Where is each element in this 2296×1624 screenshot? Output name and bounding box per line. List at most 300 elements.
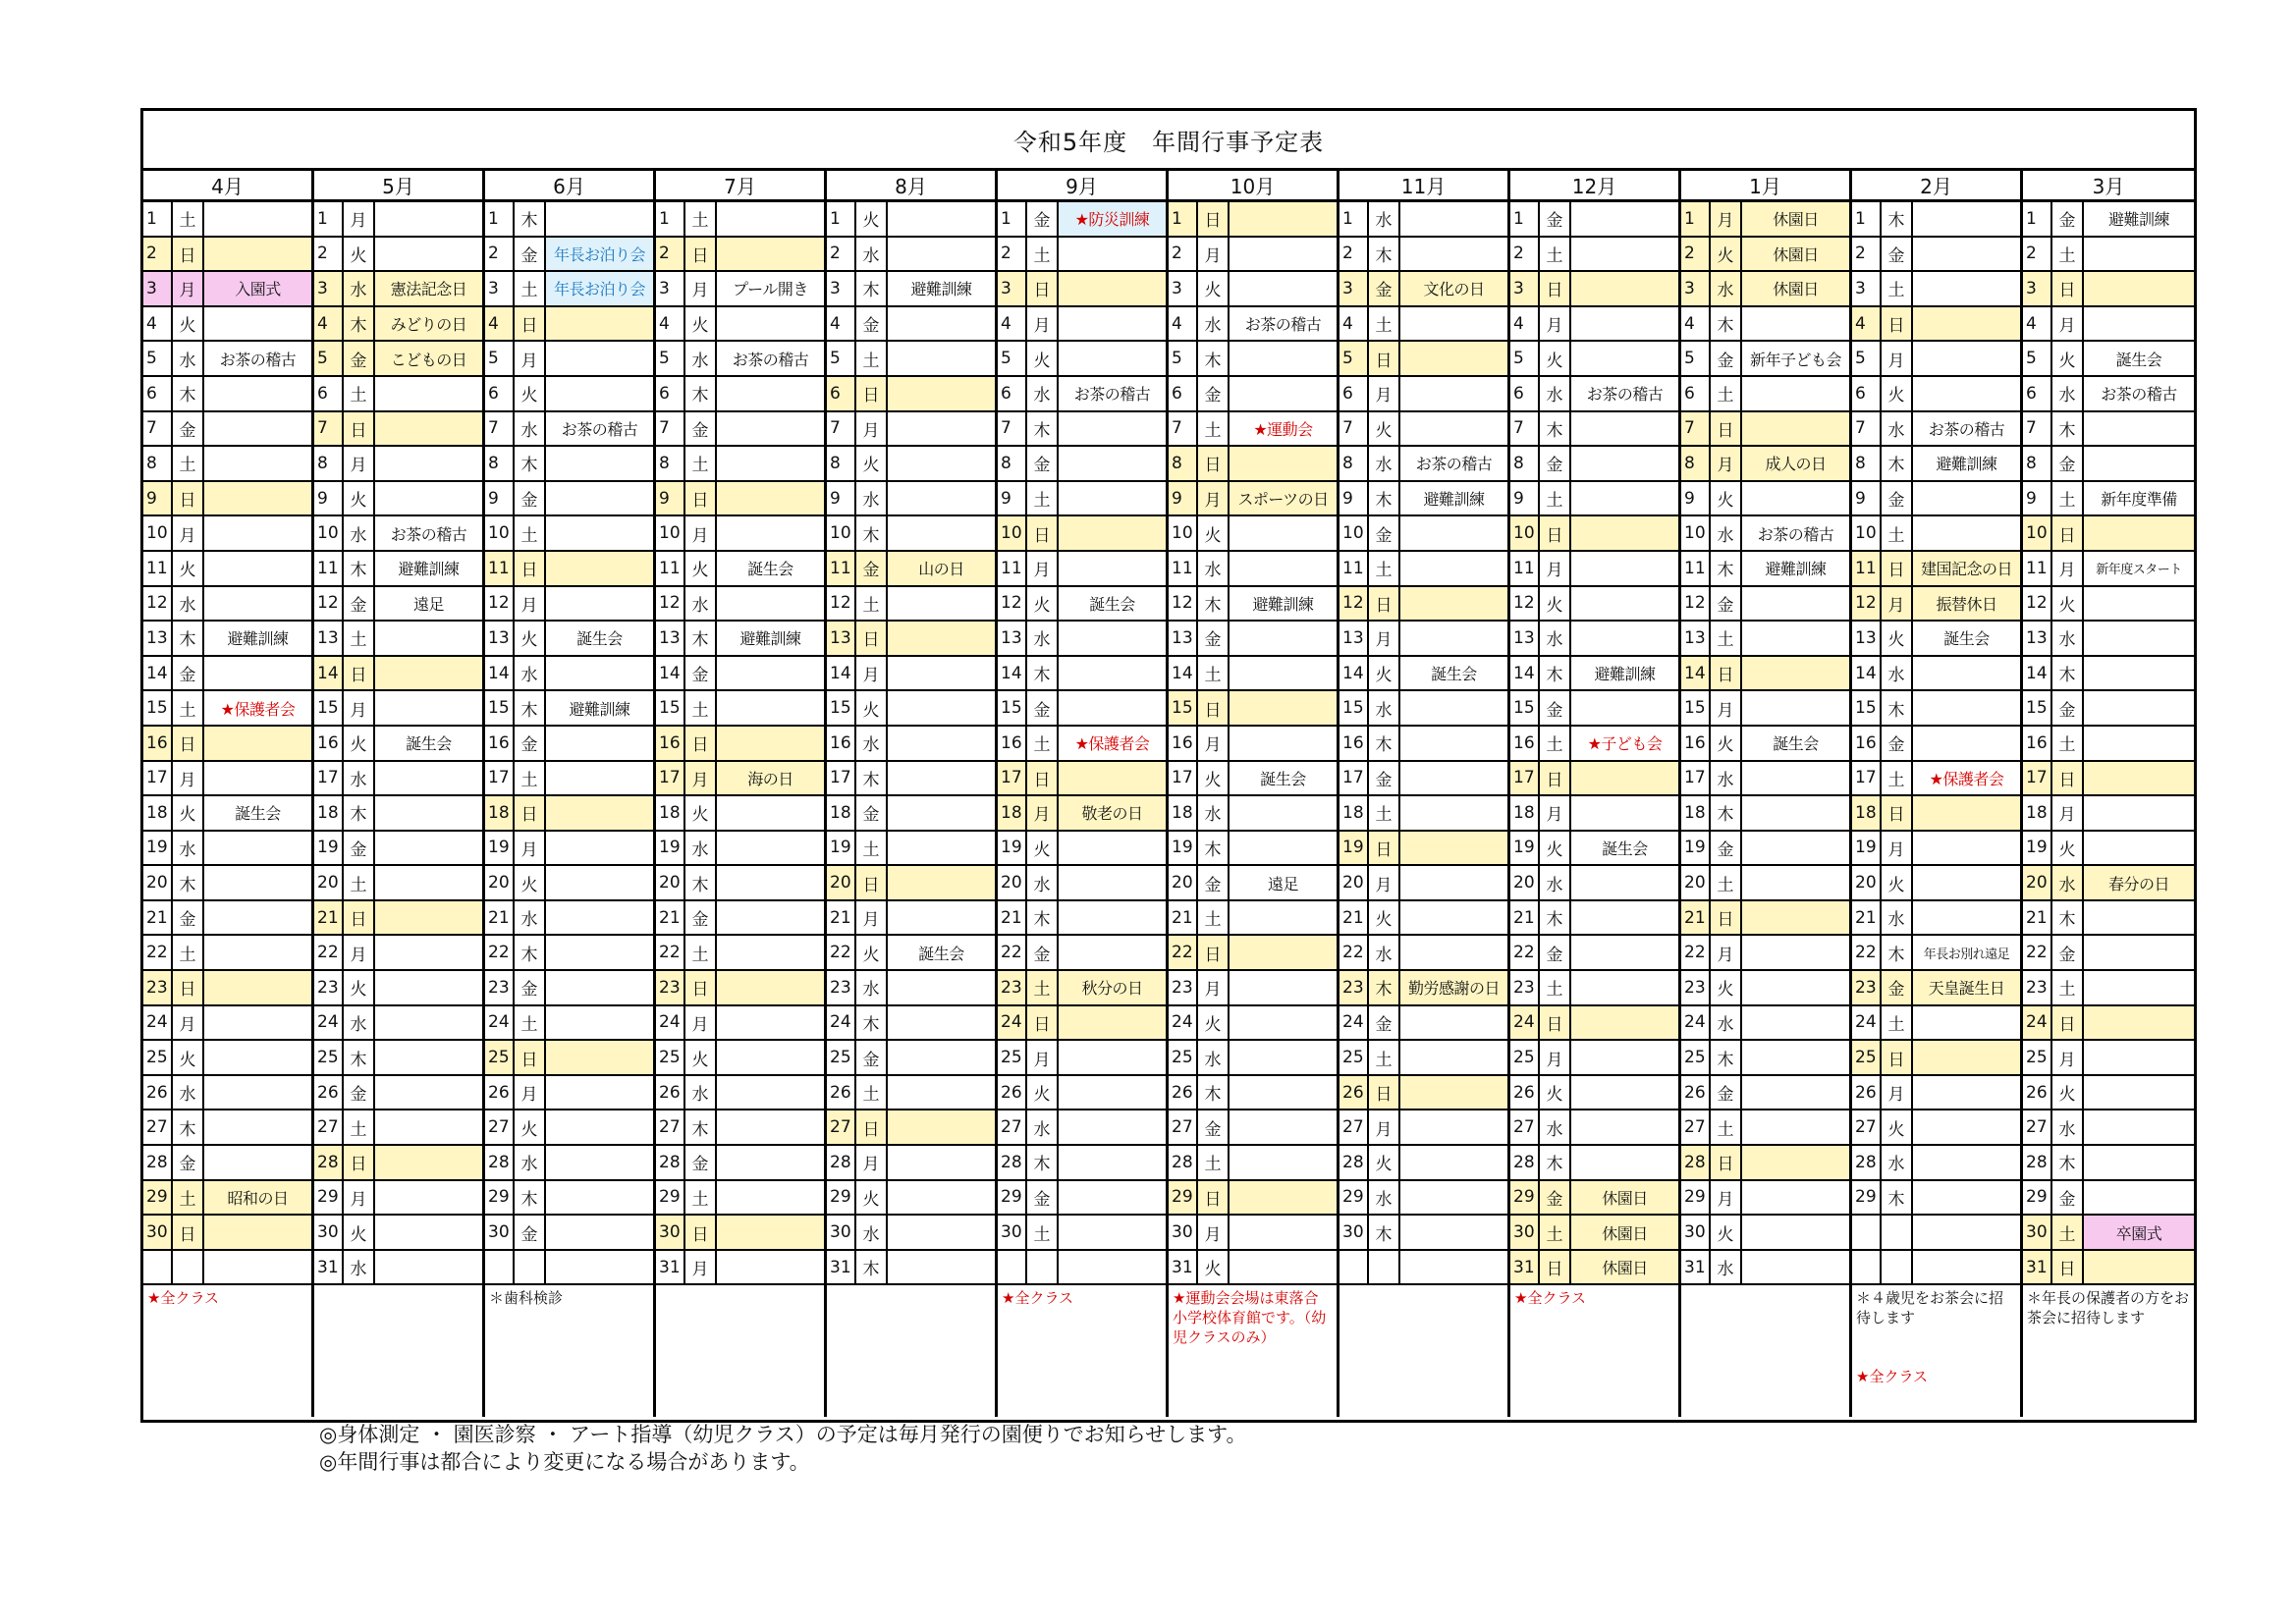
day-row <box>143 1076 311 1111</box>
day-number: 1 <box>656 202 685 236</box>
weekday: 日 <box>515 307 546 341</box>
weekday: 水 <box>515 412 546 446</box>
weekday: 日 <box>1369 587 1400 621</box>
day-number: 30 <box>1339 1216 1369 1249</box>
weekday: 木 <box>685 866 717 899</box>
event-label: 誕生会 <box>747 560 793 579</box>
event-label: 敬老の日 <box>1059 796 1166 830</box>
day-number: 15 <box>827 691 856 725</box>
event-label <box>375 866 482 899</box>
day-row <box>314 832 482 867</box>
day-number: 18 <box>656 796 685 830</box>
weekday: 月 <box>685 762 717 795</box>
day-row <box>1169 796 1337 832</box>
weekday: 月 <box>1711 936 1742 969</box>
day-row <box>485 1251 653 1286</box>
weekday: 日 <box>685 482 717 515</box>
event-label <box>1230 1251 1337 1284</box>
event-label <box>1400 866 1507 899</box>
day-number: 28 <box>656 1146 685 1179</box>
event-label: 休園日 <box>1571 1251 1678 1284</box>
day-number: 10 <box>656 516 685 550</box>
day-number: 22 <box>998 936 1027 969</box>
weekday: 日 <box>1540 1006 1571 1040</box>
weekday: 火 <box>1711 482 1742 515</box>
event-label <box>1400 587 1507 621</box>
day-number: 20 <box>485 866 515 899</box>
weekday: 月 <box>1369 622 1400 655</box>
footer-note-2: ◎年間行事は都合により変更になる場合があります。 <box>319 1450 810 1474</box>
weekday <box>173 1251 204 1284</box>
day-row <box>1852 1181 2020 1217</box>
event-label <box>375 202 482 236</box>
day-row <box>314 1216 482 1251</box>
event-label <box>1913 1110 2020 1144</box>
event-label <box>1571 342 1678 375</box>
day-row <box>998 866 1166 901</box>
day-row <box>143 1181 311 1217</box>
weekday: 水 <box>856 482 888 515</box>
day-number: 29 <box>656 1181 685 1215</box>
day-number: 19 <box>143 832 173 865</box>
day-row <box>1852 796 2020 832</box>
day-row <box>1339 202 1507 238</box>
day-row <box>314 1146 482 1181</box>
weekday <box>515 1251 546 1284</box>
weekday: 土 <box>1540 238 1571 271</box>
event-label <box>717 796 824 830</box>
day-number: 3 <box>656 272 685 305</box>
day-number: 12 <box>314 587 344 621</box>
day-number: 12 <box>143 587 173 621</box>
event-label <box>1059 516 1166 550</box>
event-label <box>717 238 824 271</box>
day-row <box>485 866 653 901</box>
event-label <box>375 238 482 271</box>
weekday: 火 <box>1027 342 1059 375</box>
day-number: 29 <box>314 1181 344 1215</box>
day-row <box>1852 1251 2020 1286</box>
event-label <box>1230 238 1337 271</box>
event-label: 避難訓練 <box>910 280 972 299</box>
day-row <box>656 447 824 482</box>
day-number: 4 <box>1339 307 1369 341</box>
day-row <box>656 832 824 867</box>
day-row <box>314 971 482 1006</box>
day-row <box>485 1110 653 1146</box>
day-number: 26 <box>656 1076 685 1110</box>
weekday: 金 <box>1027 202 1059 236</box>
weekday: 月 <box>1198 727 1230 760</box>
weekday: 土 <box>1198 901 1230 935</box>
month-column <box>1681 171 1852 1417</box>
weekday: 日 <box>1198 691 1230 725</box>
day-number: 26 <box>485 1076 515 1110</box>
day-row <box>1169 762 1337 797</box>
month-notes: ★運動会会場は東落合小学校体育館です。（幼児クラスのみ） <box>1173 1289 1327 1347</box>
event-label <box>888 412 995 446</box>
day-number: 26 <box>998 1076 1027 1110</box>
day-number: 5 <box>143 342 173 375</box>
event-label <box>1913 691 2020 725</box>
event-label <box>1913 1251 2020 1284</box>
weekday: 水 <box>1198 1041 1230 1074</box>
weekday: 月 <box>173 762 204 795</box>
month-column <box>1852 171 2023 1417</box>
event-label: スポーツの日 <box>1230 482 1337 515</box>
day-number: 7 <box>656 412 685 446</box>
event-label: 誕生会 <box>406 734 452 754</box>
day-number: 29 <box>2023 1181 2052 1215</box>
weekday: 木 <box>1540 412 1571 446</box>
day-number: 18 <box>2023 796 2052 830</box>
weekday: 日 <box>1882 552 1913 585</box>
weekday: 金 <box>1027 691 1059 725</box>
day-row <box>1852 1146 2020 1181</box>
event-label: お茶の稽古 <box>390 524 467 544</box>
weekday: 日 <box>1198 447 1230 480</box>
event-label <box>204 377 311 410</box>
weekday: 火 <box>173 796 204 830</box>
event-label: 避難訓練 <box>398 560 460 579</box>
day-number: 14 <box>1852 657 1882 690</box>
day-number: 25 <box>998 1041 1027 1074</box>
weekday: 金 <box>1882 482 1913 515</box>
weekday: 土 <box>2052 971 2084 1004</box>
day-row <box>1339 1146 1507 1181</box>
day-number: 4 <box>1169 307 1198 341</box>
day-row <box>1169 971 1337 1006</box>
weekday: 火 <box>1540 1076 1571 1110</box>
day-row <box>2023 587 2194 623</box>
day-number: 6 <box>1169 377 1198 410</box>
day-row <box>143 657 311 692</box>
weekday: 金 <box>1540 202 1571 236</box>
event-label <box>1571 762 1678 795</box>
day-row <box>827 377 995 412</box>
weekday: 金 <box>1711 832 1742 865</box>
weekday: 水 <box>344 516 375 550</box>
day-row <box>998 238 1166 273</box>
day-number: 25 <box>827 1041 856 1074</box>
event-label: 勤労感謝の日 <box>1400 971 1507 1004</box>
weekday: 水 <box>173 587 204 621</box>
day-row <box>656 971 824 1006</box>
weekday: 火 <box>344 482 375 515</box>
weekday: 木 <box>173 1110 204 1144</box>
day-row <box>2023 901 2194 937</box>
event-label <box>1913 1076 2020 1110</box>
event-label <box>717 412 824 446</box>
day-row <box>1169 1251 1337 1286</box>
day-number: 16 <box>998 727 1027 760</box>
weekday: 日 <box>856 1110 888 1144</box>
day-number: 1 <box>1852 202 1882 236</box>
day-row <box>143 866 311 901</box>
month-notes: ＊年長の保護者の方をお茶会に招待します <box>2027 1289 2190 1327</box>
event-label <box>1230 691 1337 725</box>
day-row <box>1169 936 1337 971</box>
weekday: 木 <box>173 622 204 655</box>
day-number: 5 <box>998 342 1027 375</box>
weekday: 土 <box>1198 1146 1230 1179</box>
day-number: 14 <box>2023 657 2052 690</box>
event-label <box>1059 1216 1166 1249</box>
day-number: 7 <box>314 412 344 446</box>
event-label <box>204 202 311 236</box>
day-row <box>1852 691 2020 727</box>
day-row <box>998 622 1166 657</box>
day-row <box>1339 342 1507 377</box>
weekday: 金 <box>515 482 546 515</box>
day-row <box>314 587 482 623</box>
weekday: 月 <box>1882 1076 1913 1110</box>
day-row <box>656 412 824 448</box>
month-grid <box>143 171 2194 1417</box>
event-label: 避難訓練 <box>1252 594 1314 614</box>
event-label <box>204 1110 311 1144</box>
day-number: 12 <box>827 587 856 621</box>
day-number: 30 <box>1510 1216 1540 1249</box>
day-number: 25 <box>1510 1041 1540 1074</box>
day-row <box>314 1251 482 1286</box>
event-label <box>1742 1041 1849 1074</box>
weekday: 土 <box>1711 377 1742 410</box>
event-label: ★運動会 <box>1253 419 1313 439</box>
month-header: 1月 <box>1681 171 1849 202</box>
day-row <box>2023 307 2194 343</box>
day-number: 13 <box>1510 622 1540 655</box>
day-number: 8 <box>1681 447 1711 480</box>
day-row <box>1339 866 1507 901</box>
event-label <box>2084 238 2194 271</box>
event-label <box>546 1110 653 1144</box>
day-row <box>1681 1146 1849 1181</box>
day-row <box>314 657 482 692</box>
day-number: 10 <box>1681 516 1711 550</box>
event-label <box>1400 516 1507 550</box>
event-label <box>1913 727 2020 760</box>
event-label <box>888 657 995 690</box>
day-row <box>2023 552 2194 587</box>
day-number: 14 <box>143 657 173 690</box>
event-label <box>1230 1181 1337 1215</box>
day-number: 12 <box>1852 587 1882 621</box>
day-number: 30 <box>485 1216 515 1249</box>
event-label <box>717 307 824 341</box>
day-number: 19 <box>827 832 856 865</box>
event-label <box>546 1181 653 1215</box>
day-row <box>827 657 995 692</box>
day-row <box>2023 691 2194 727</box>
footer-note-1: ◎身体測定 ・ 園医診察 ・ アート指導（幼児クラス）の予定は毎月発行の園便りでお知らせします。 <box>319 1423 1247 1446</box>
event-label <box>717 1216 824 1249</box>
event-label <box>1059 691 1166 725</box>
day-row <box>1681 727 1849 762</box>
day-row <box>1852 657 2020 692</box>
weekday: 月 <box>1882 587 1913 621</box>
day-number: 25 <box>1852 1041 1882 1074</box>
day-row <box>143 272 311 307</box>
event-label <box>717 1006 824 1040</box>
weekday: 日 <box>1198 936 1230 969</box>
event-label <box>717 516 824 550</box>
event-label <box>2084 762 2194 795</box>
day-number: 23 <box>998 971 1027 1004</box>
day-row <box>998 482 1166 517</box>
weekday: 水 <box>173 342 204 375</box>
day-row <box>1169 412 1337 448</box>
weekday: 金 <box>1369 516 1400 550</box>
event-label: 誕生会 <box>1602 839 1648 858</box>
day-number: 23 <box>656 971 685 1004</box>
day-row <box>2023 1076 2194 1111</box>
day-row <box>656 796 824 832</box>
day-number: 4 <box>143 307 173 341</box>
event-label <box>1571 238 1678 271</box>
event-label <box>717 901 824 935</box>
event-label <box>1571 691 1678 725</box>
month-column <box>998 171 1169 1417</box>
weekday: 木 <box>1540 1146 1571 1179</box>
day-number: 13 <box>143 622 173 655</box>
day-number: 1 <box>1681 202 1711 236</box>
day-row <box>485 727 653 762</box>
event-label <box>1913 1041 2020 1074</box>
weekday: 火 <box>2052 342 2084 375</box>
event-label <box>1059 901 1166 935</box>
day-row <box>827 1146 995 1181</box>
day-number: 9 <box>1339 482 1369 515</box>
day-number: 18 <box>314 796 344 830</box>
weekday: 水 <box>515 657 546 690</box>
event-label <box>2084 447 2194 480</box>
weekday: 金 <box>515 238 546 271</box>
day-row <box>143 1216 311 1251</box>
event-label <box>375 447 482 480</box>
day-number: 31 <box>656 1251 685 1284</box>
day-number: 15 <box>1852 691 1882 725</box>
day-row <box>1510 447 1678 482</box>
day-row <box>1510 866 1678 901</box>
event-label <box>1230 552 1337 585</box>
day-row <box>656 1216 824 1251</box>
day-row <box>143 1146 311 1181</box>
event-label <box>1571 622 1678 655</box>
event-label <box>204 412 311 446</box>
weekday: 月 <box>856 1146 888 1179</box>
day-row <box>314 796 482 832</box>
day-row <box>827 238 995 273</box>
day-row <box>1510 901 1678 937</box>
day-row <box>998 272 1166 307</box>
day-number: 13 <box>1852 622 1882 655</box>
day-number: 9 <box>1169 482 1198 515</box>
day-number: 31 <box>1510 1251 1540 1284</box>
weekday: 木 <box>1540 901 1571 935</box>
weekday: 木 <box>685 1110 717 1144</box>
day-number: 24 <box>143 1006 173 1040</box>
day-row <box>1852 901 2020 937</box>
weekday: 木 <box>856 1251 888 1284</box>
day-number: 5 <box>1169 342 1198 375</box>
event-label <box>204 832 311 865</box>
event-label <box>204 238 311 271</box>
day-number: 27 <box>314 1110 344 1144</box>
weekday: 土 <box>1711 622 1742 655</box>
weekday: 木 <box>2052 412 2084 446</box>
day-row <box>2023 832 2194 867</box>
weekday: 日 <box>1540 1251 1571 1284</box>
day-row <box>314 622 482 657</box>
weekday: 火 <box>1027 587 1059 621</box>
day-number: 4 <box>1852 307 1882 341</box>
day-number: 30 <box>143 1216 173 1249</box>
weekday: 水 <box>2052 866 2084 899</box>
day-number <box>1852 1251 1882 1284</box>
weekday: 金 <box>1198 866 1230 899</box>
weekday: 木 <box>1369 971 1400 1004</box>
event-label <box>888 377 995 410</box>
event-label: 避難訓練 <box>739 629 801 649</box>
weekday: 土 <box>2052 482 2084 515</box>
weekday: 土 <box>515 762 546 795</box>
weekday: 月 <box>173 272 204 305</box>
weekday: 土 <box>1027 971 1059 1004</box>
weekday: 日 <box>515 1041 546 1074</box>
event-label <box>1571 796 1678 830</box>
day-number: 11 <box>1510 552 1540 585</box>
day-number: 22 <box>1510 936 1540 969</box>
day-number: 28 <box>1510 1146 1540 1179</box>
weekday: 金 <box>173 901 204 935</box>
event-label <box>1230 1216 1337 1249</box>
month-notes <box>1681 1285 1849 1417</box>
day-number: 27 <box>827 1110 856 1144</box>
weekday: 金 <box>173 657 204 690</box>
day-number: 22 <box>827 936 856 969</box>
event-label: 新年度スタート <box>2096 563 2182 578</box>
weekday: 火 <box>685 552 717 585</box>
day-row <box>314 516 482 552</box>
weekday: 水 <box>2052 1110 2084 1144</box>
weekday: 火 <box>1198 516 1230 550</box>
month-header: 10月 <box>1169 171 1337 202</box>
event-label <box>1230 1006 1337 1040</box>
event-label <box>1059 482 1166 515</box>
day-number: 30 <box>998 1216 1027 1249</box>
weekday: 木 <box>1369 482 1400 515</box>
day-number: 27 <box>1681 1110 1711 1144</box>
event-label: 休園日 <box>1742 238 1849 271</box>
day-number: 17 <box>1852 762 1882 795</box>
day-row <box>485 691 653 727</box>
event-label <box>204 482 311 515</box>
day-row <box>998 691 1166 727</box>
day-row <box>998 727 1166 762</box>
day-number: 21 <box>1510 901 1540 935</box>
day-number: 8 <box>1510 447 1540 480</box>
event-label <box>1742 377 1849 410</box>
event-label: 秋分の日 <box>1059 971 1166 1004</box>
day-row <box>1510 272 1678 307</box>
weekday: 金 <box>344 342 375 375</box>
weekday: 木 <box>1711 1041 1742 1074</box>
day-row <box>1852 587 2020 623</box>
weekday: 水 <box>1369 1181 1400 1215</box>
event-label <box>1400 1146 1507 1179</box>
event-label <box>888 622 995 655</box>
